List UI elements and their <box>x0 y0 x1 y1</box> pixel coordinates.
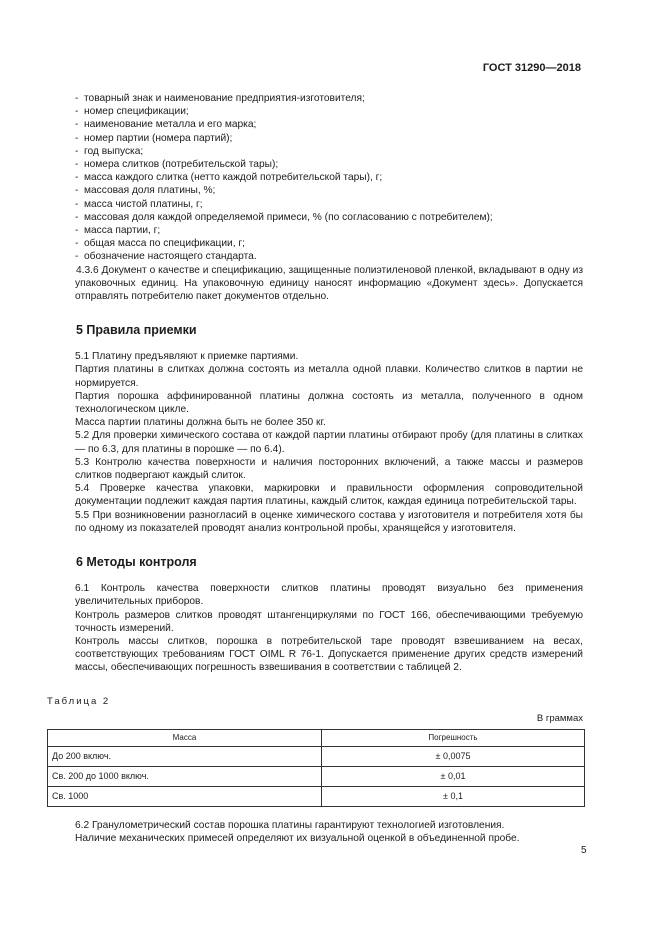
info-list <box>75 92 583 264</box>
paragraph: 5.2 Для проверки химического состава от каждой партии платины отбирают пробу (для платины в слитках — по 6.3, для платины в порошке — по 6.4). <box>75 430 583 455</box>
section-5-heading: 5 Правила приемки <box>76 323 197 338</box>
list-item: - общая масса по спецификации, г; <box>75 238 245 250</box>
list-item: - наименование металла и его марка; <box>75 119 257 131</box>
list-item: - номер спецификации; <box>75 106 189 118</box>
paragraph: Масса партии платины должна быть не более 350 кг. <box>75 417 326 429</box>
list-item: - масса каждого слитка (нетто каждой потребительской тары), г; <box>75 172 383 184</box>
table-caption: Таблица 2 <box>47 695 111 707</box>
paragraph: 5.3 Контролю качества поверхности и наличия посторонних включений, а также массы и размеров слитков подвергают каждый слиток. <box>75 456 583 482</box>
table-cell: ± 0,1 <box>322 786 585 806</box>
list-item: - массовая доля каждой определяемой примеси, % (по согласованию с потребителем); <box>75 211 493 223</box>
after-table-block <box>75 819 583 845</box>
list-item: - масса партии, г; <box>75 225 161 237</box>
table-header-cell: Погрешность <box>322 729 585 746</box>
paragraph: 6.2 Гранулометрический состав порошка платины гарантируют технологией изготовления. <box>75 819 505 831</box>
table-unit: В граммах <box>536 712 583 724</box>
paragraph: 5.5 При возникновении разногласий в оценке химического состава у изготовителя и потребителя хотя бы по одному из показателей проводят анализ контрольной пробы, хранящейся у изготовителя. <box>75 509 583 534</box>
table-cell: Св. 200 до 1000 включ. <box>48 766 322 786</box>
table-row <box>48 766 585 786</box>
document-body <box>47 92 583 845</box>
table-row <box>48 786 585 806</box>
paragraph: Партия платины в слитках должна состоять из металла одной плавки. Количество слитков в партии не нормируется. <box>75 364 583 389</box>
list-item: - номера слитков (потребительской тары); <box>75 159 279 171</box>
table-cell: Св. 1000 <box>48 786 322 806</box>
list-item: - номер партии (номера партий); <box>75 132 233 144</box>
paragraph: Контроль массы слитков, порошка в потребительской таре проводят взвешиванием на весах, соответствующих требованиям ГОСТ OIML R 76-1. Допускается применение других средств измерений массы, обеспечивающих погрешность взвешивания в соответствии с таблицей 2. <box>75 635 583 674</box>
paragraph-4-3-6: 4.3.6 Документ о качестве и спецификацию, защищенные полиэтиленовой пленкой, вкладывают в одну из упаковочных единиц. На упаковочную единицу наносят информацию «Документ здесь». Допускается отправлять потребителю пакет документов отдельно. <box>75 264 583 303</box>
paragraph: 5.4 Проверке качества упаковки, маркировки и правильности оформления сопроводительной документации подлежит каждая партия платины, каждый слиток, каждая единица потребительской тары. <box>75 483 583 508</box>
table-cell: ± 0,01 <box>322 766 585 786</box>
table-header-cell: Масса <box>48 729 322 746</box>
list-item: - товарный знак и наименование предприятия-изготовителя; <box>75 93 365 104</box>
table-header-row <box>48 729 585 746</box>
page-number: 5 <box>581 845 587 856</box>
paragraph: Контроль размеров слитков проводят штангенциркулями по ГОСТ 166, обеспечивающими требуемую точность измерений. <box>75 609 583 634</box>
list-item: - обозначение настоящего стандарта. <box>75 251 257 263</box>
table-cell: До 200 включ. <box>48 746 322 766</box>
paragraph: 6.1 Контроль качества поверхности слитков платины проводят визуально без применения увеличительных приборов. <box>75 583 583 608</box>
list-item: - год выпуска; <box>75 145 144 157</box>
table-row <box>48 746 585 766</box>
table-cell: ± 0,0075 <box>322 746 585 766</box>
paragraph: Наличие механических примесей определяют их визуальной оценкой в объединенной пробе. <box>75 833 520 845</box>
weighing-error-table <box>47 729 585 807</box>
paragraph: Партия порошка аффинированной платины должна состоять из металла, полученного в одном технологическом цикле. <box>75 390 583 416</box>
standard-header: ГОСТ 31290—2018 <box>482 62 581 74</box>
section-6-heading: 6 Методы контроля <box>76 555 197 570</box>
paragraph: 5.1 Платину предъявляют к приемке партиями. <box>75 351 299 363</box>
list-item: - масса чистой платины, г; <box>75 198 203 210</box>
list-item: - массовая доля платины, %; <box>75 185 216 197</box>
